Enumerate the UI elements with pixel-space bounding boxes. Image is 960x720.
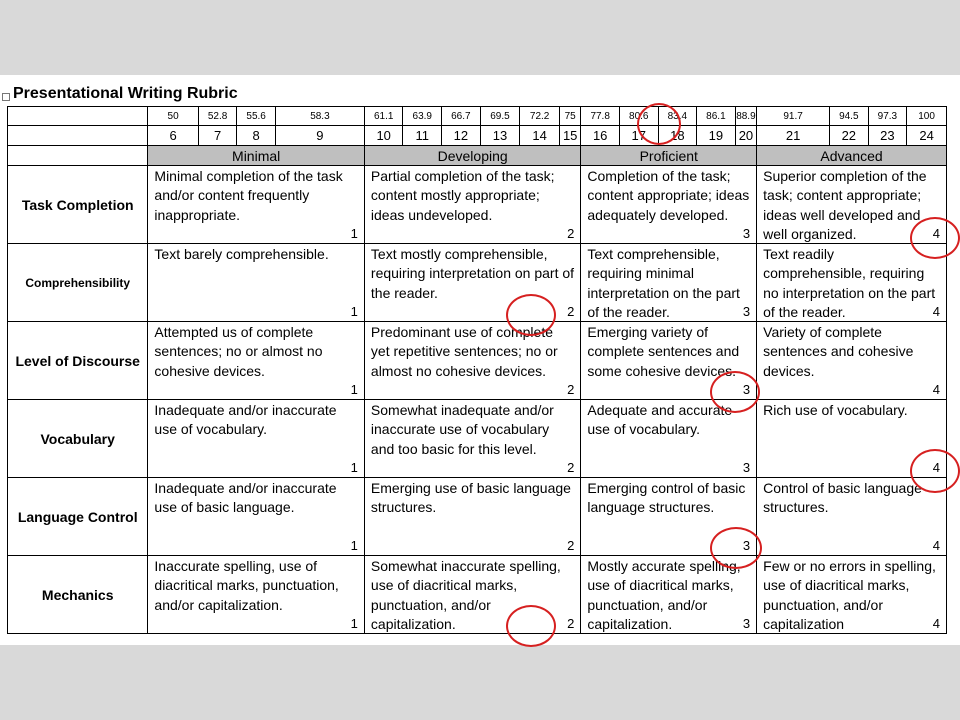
descriptor-text: Text readily comprehensible, requiring no interpretation on the part of the reader. [763, 246, 936, 321]
descriptor-wrapper [581, 322, 756, 399]
criterion-row-comprehensibility [8, 244, 947, 322]
descriptor-cell [364, 556, 580, 634]
points-value: 3 [742, 226, 751, 241]
descriptor-text: Rich use of vocabulary. [763, 402, 908, 418]
points-value: 4 [932, 460, 940, 475]
criterion-name: Comprehensibility [8, 244, 148, 322]
score-cell: 22 [830, 126, 869, 146]
points-value: 4 [932, 616, 940, 631]
blank-cell [8, 107, 148, 126]
descriptor-wrapper [365, 244, 580, 321]
points-value: 3 [742, 538, 751, 553]
descriptor-text: Emerging variety of complete sentences and some cohesive devices. [587, 324, 740, 379]
percent-cell: 77.8 [581, 107, 620, 126]
score-row [8, 126, 947, 146]
criterion-row-mechanics [8, 556, 947, 634]
descriptor-wrapper [148, 166, 364, 243]
descriptor-cell [757, 322, 947, 400]
descriptor-text: Text comprehensible, requiring minimal interpretation on the part of the reader. [587, 246, 740, 321]
percent-cell: 55.6 [237, 107, 276, 126]
descriptor-cell [581, 166, 757, 244]
level-header-minimal: Minimal [148, 146, 365, 166]
descriptor-text: Emerging use of basic language structures. [370, 480, 571, 516]
level-header-proficient: Proficient [581, 146, 757, 166]
criterion-name: Language Control [8, 478, 148, 556]
descriptor-cell [364, 322, 580, 400]
descriptor-wrapper [581, 244, 756, 321]
descriptor-cell [364, 400, 580, 478]
score-cell: 19 [697, 126, 736, 146]
points-value: 1 [350, 304, 358, 319]
score-cell: 12 [442, 126, 481, 146]
descriptor-wrapper [581, 478, 756, 555]
descriptor-wrapper [581, 400, 756, 477]
descriptor-cell [148, 478, 365, 556]
descriptor-wrapper [757, 244, 946, 321]
descriptor-text: Inadequate and/or inaccurate use of vocabulary. [154, 402, 337, 438]
descriptor-wrapper [365, 400, 580, 477]
descriptor-text: Few or no errors in spelling, use of diacritical marks, punctuation, and/or capitalization [763, 558, 936, 633]
criterion-row-task-completion [8, 166, 947, 244]
score-cell: 10 [364, 126, 403, 146]
descriptor-text: Control of basic language structures. [763, 480, 922, 516]
descriptor-text: Somewhat inaccurate spelling, use of diacritical marks, punctuation, and/or capitalization. [370, 558, 561, 633]
points-value: 3 [742, 616, 751, 631]
descriptor-cell [364, 244, 580, 322]
descriptor-wrapper [581, 166, 756, 243]
score-cell: 7 [198, 126, 237, 146]
points-value: 1 [350, 460, 358, 475]
points-value: 3 [742, 460, 751, 475]
score-cell: 14 [520, 126, 560, 146]
points-value: 2 [567, 616, 575, 631]
points-value: 2 [567, 304, 575, 319]
criterion-name: Mechanics [8, 556, 148, 634]
descriptor-wrapper [757, 166, 946, 243]
criterion-row-language-control [8, 478, 947, 556]
blank-cell [8, 146, 148, 166]
score-cell: 15 [559, 126, 580, 146]
descriptor-text: Minimal completion of the task and/or content frequently inappropriate. [154, 168, 343, 223]
descriptor-wrapper [757, 322, 946, 399]
percent-cell: 97.3 [868, 107, 907, 126]
points-value: 2 [567, 538, 575, 553]
descriptor-text: Mostly accurate spelling, use of diacritical marks, punctuation, and/or capitalization. [587, 558, 741, 633]
score-cell: 13 [480, 126, 520, 146]
descriptor-cell [581, 400, 757, 478]
descriptor-cell [364, 478, 580, 556]
descriptor-text: Variety of complete sentences and cohesive devices. [763, 324, 914, 379]
descriptor-cell [581, 478, 757, 556]
descriptor-cell [757, 166, 947, 244]
percent-cell: 50 [148, 107, 198, 126]
descriptor-cell [757, 556, 947, 634]
descriptor-cell [364, 166, 580, 244]
descriptor-cell [148, 322, 365, 400]
descriptor-wrapper [365, 166, 580, 243]
descriptor-text: Text barely comprehensible. [154, 246, 329, 262]
descriptor-wrapper [148, 244, 364, 321]
percent-cell: 61.1 [364, 107, 403, 126]
criterion-row-level-of-discourse [8, 322, 947, 400]
score-cell: 20 [735, 126, 756, 146]
score-cell: 11 [403, 126, 442, 146]
score-cell: 24 [907, 126, 947, 146]
score-cell: 18 [658, 126, 697, 146]
points-value: 1 [350, 382, 358, 397]
percent-cell: 72.2 [520, 107, 560, 126]
rubric-title: Presentational Writing Rubric [13, 85, 238, 102]
points-value: 2 [567, 382, 575, 397]
descriptor-wrapper [148, 400, 364, 477]
percent-cell: 69.5 [480, 107, 520, 126]
descriptor-cell [757, 244, 947, 322]
criterion-name: Task Completion [8, 166, 148, 244]
descriptor-text: Somewhat inadequate and/or inaccurate use of vocabulary and too basic for this level. [370, 402, 554, 457]
points-value: 4 [932, 226, 940, 241]
percent-cell: 91.7 [757, 107, 830, 126]
percent-cell: 63.9 [403, 107, 442, 126]
descriptor-cell [757, 478, 947, 556]
descriptor-wrapper [757, 556, 946, 633]
percent-cell: 94.5 [830, 107, 869, 126]
points-value: 4 [932, 538, 940, 553]
score-cell: 16 [581, 126, 620, 146]
score-cell: 17 [619, 126, 658, 146]
criterion-name: Level of Discourse [8, 322, 148, 400]
descriptor-wrapper [365, 478, 580, 555]
descriptor-text: Partial completion of the task; content mostly appropriate; ideas undeveloped. [370, 168, 555, 223]
descriptor-cell [148, 244, 365, 322]
descriptor-wrapper [148, 478, 364, 555]
points-value: 3 [742, 382, 751, 397]
percent-cell: 83.4 [658, 107, 697, 126]
percent-cell: 75 [559, 107, 580, 126]
rubric-table [7, 106, 947, 634]
blank-cell [8, 126, 148, 146]
criterion-name: Vocabulary [8, 400, 148, 478]
descriptor-text: Predominant use of complete yet repetitive sentences; no or almost no cohesive devices. [370, 324, 558, 379]
descriptor-text: Completion of the task; content appropriate; ideas adequately developed. [587, 168, 750, 223]
descriptor-wrapper [148, 322, 364, 399]
points-value: 1 [350, 226, 358, 241]
percent-cell: 86.1 [697, 107, 736, 126]
descriptor-text: Superior completion of the task; content appropriate; ideas well developed and well organized. [763, 168, 927, 243]
descriptor-cell [148, 556, 365, 634]
level-header-advanced: Advanced [757, 146, 947, 166]
descriptor-wrapper [581, 556, 756, 633]
percent-cell: 58.3 [275, 107, 364, 126]
points-value: 4 [932, 304, 940, 319]
descriptor-wrapper [148, 556, 364, 633]
score-cell: 8 [237, 126, 276, 146]
points-value: 2 [567, 226, 575, 241]
descriptor-text: Inaccurate spelling, use of diacritical marks, punctuation, and/or capitalization. [154, 558, 339, 613]
descriptor-cell [581, 556, 757, 634]
level-header-developing: Developing [364, 146, 580, 166]
percent-cell: 52.8 [198, 107, 237, 126]
descriptor-wrapper [757, 400, 946, 477]
descriptor-cell [581, 322, 757, 400]
score-cell: 21 [757, 126, 830, 146]
descriptor-cell [148, 400, 365, 478]
descriptor-text: Inadequate and/or inaccurate use of basic language. [154, 480, 337, 516]
descriptor-text: Attempted us of complete sentences; no or almost no cohesive devices. [154, 324, 323, 379]
descriptor-text: Adequate and accurate use of vocabulary. [587, 402, 733, 438]
score-cell: 23 [868, 126, 907, 146]
criterion-row-vocabulary [8, 400, 947, 478]
descriptor-text: Emerging control of basic language structures. [587, 480, 746, 516]
descriptor-wrapper [757, 478, 946, 555]
percent-cell: 66.7 [442, 107, 481, 126]
percent-cell: 80.6 [619, 107, 658, 126]
descriptor-cell [581, 244, 757, 322]
points-value: 1 [350, 538, 358, 553]
percent-row [8, 107, 947, 126]
descriptor-wrapper [365, 556, 580, 633]
points-value: 3 [742, 304, 751, 319]
points-value: 2 [567, 460, 575, 475]
descriptor-text: Text mostly comprehensible, requiring interpretation on part of the reader. [370, 246, 575, 301]
level-header-row [8, 146, 947, 166]
points-value: 1 [350, 616, 358, 631]
percent-cell: 100 [907, 107, 947, 126]
percent-cell: 88.9 [735, 107, 756, 126]
descriptor-cell [757, 400, 947, 478]
descriptor-wrapper [365, 322, 580, 399]
table-anchor-handle[interactable] [2, 93, 10, 101]
score-cell: 6 [148, 126, 198, 146]
score-cell: 9 [275, 126, 364, 146]
descriptor-cell [148, 166, 365, 244]
points-value: 4 [932, 382, 940, 397]
